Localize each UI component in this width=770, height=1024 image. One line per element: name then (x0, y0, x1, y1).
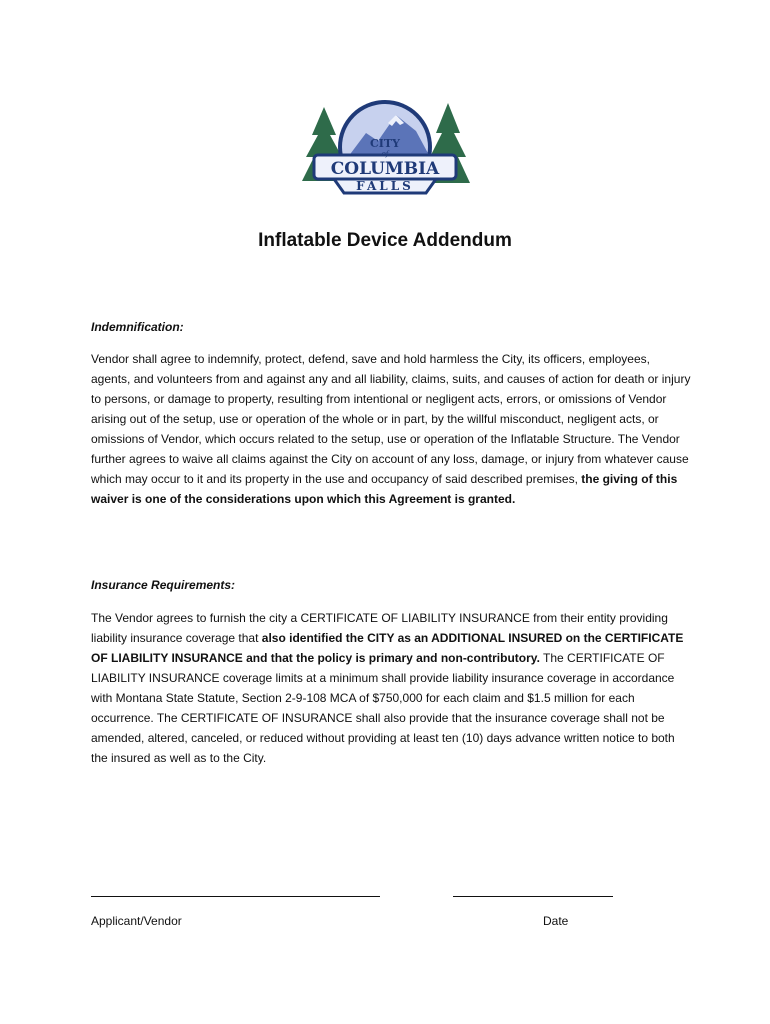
insurance-heading: Insurance Requirements: (91, 578, 236, 592)
date-signature-line (453, 896, 613, 897)
indemnification-bold-text: the giving of this waiver is one of the considerations upon which this Agreement is granted. (91, 472, 678, 506)
indemnification-text: Vendor shall agree to indemnify, protect, defend, save and hold harmless the City, its officers, employees, agents, and volunteers from and against any and all liability, claims, suits, and causes of action for death or injury to persons, or damage to property, resulting from intentional or negligent acts, errors, or omissions of Vendor arising out of the setup, use or operation of the whole or in part, by the willful misconduct, negligent acts, or omissions of Vendor, which occurs related to the setup, use or operation of the Inflatable Structure. The Vendor further agrees to waive all claims against the City on account of any loss, damage, or injury from whatever cause which may occur to it and its property in the use and occupancy of said described premises, (91, 352, 691, 486)
indemnification-paragraph (91, 349, 691, 509)
indemnification-heading: Indemnification: (91, 320, 184, 334)
city-logo (296, 95, 474, 205)
logo-text-of: of (381, 150, 389, 158)
logo-text-columbia: COLUMBIA (330, 159, 440, 179)
insurance-paragraph (91, 608, 691, 768)
applicant-signature-line (91, 896, 380, 897)
date-label: Date (543, 914, 569, 928)
logo-text-falls: FALLS (356, 179, 414, 193)
insurance-text-2: The CERTIFICATE OF LIABILITY INSURANCE coverage limits at a minimum shall provide liability insurance coverage in accordance with Montana State Statute, Section 2-9-108 MCA of $750,000 for each claim and $1.5 million for each occurrence. The CERTIFICATE OF INSURANCE shall also provide that the insurance coverage shall not be amended, altered, canceled, or reduced without providing at least ten (10) days advance written notice to both the insured as well as to the City. (91, 651, 675, 765)
document-title: Inflatable Device Addendum (258, 230, 512, 251)
insurance-bold-text: also identified the CITY as an ADDITIONAL INSURED on the CERTIFICATE OF LIABILITY INSURANCE and that the policy is primary and non-contributory. (91, 631, 684, 665)
logo-text-city: CITY (370, 137, 400, 150)
insurance-text-1: The Vendor agrees to furnish the city a CERTIFICATE OF LIABILITY INSURANCE from their entity providing liability insurance coverage that (91, 611, 668, 645)
applicant-label: Applicant/Vendor (91, 914, 182, 928)
